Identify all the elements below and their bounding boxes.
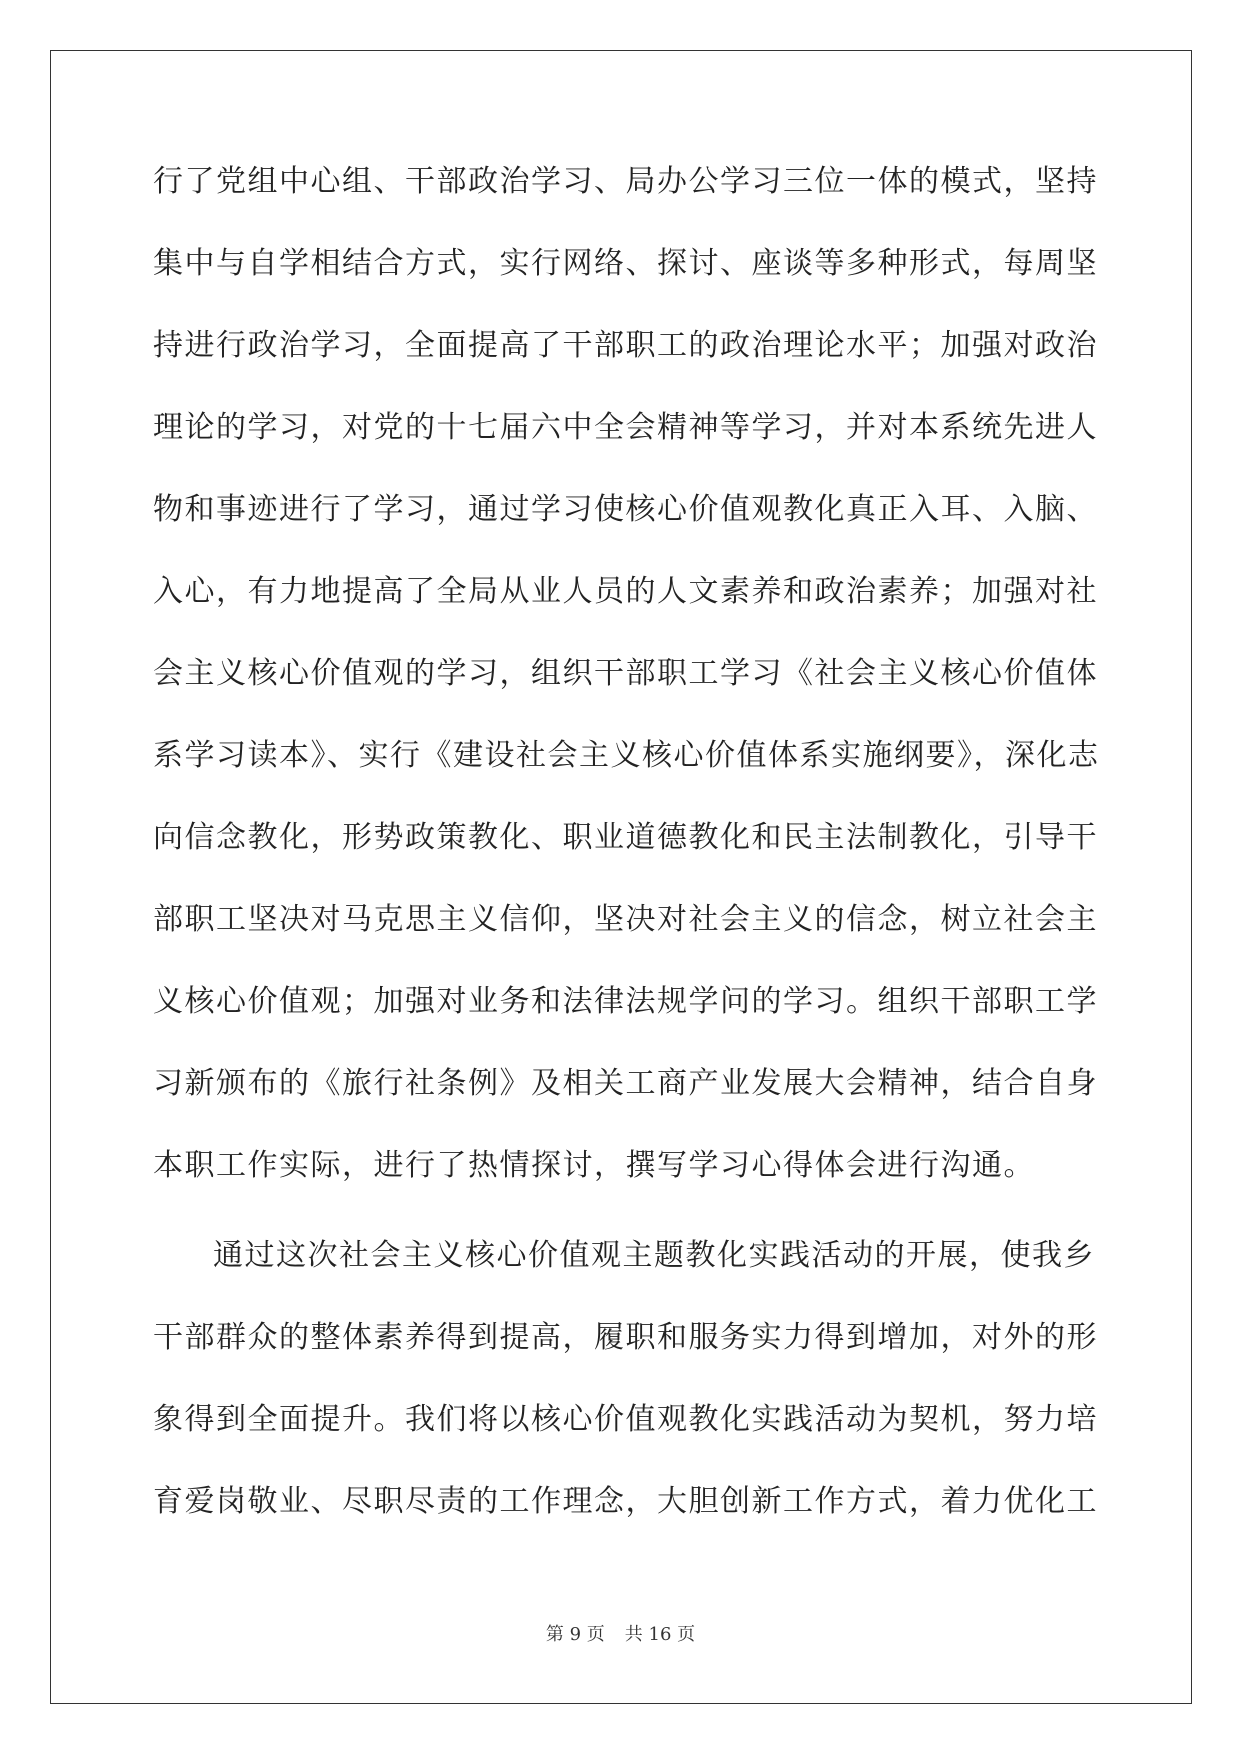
text-line: 向信念教化，形势政策教化、职业道德教化和民主法制教化，引导干 <box>153 820 1098 855</box>
text-line: 会主义核心价值观的学习，组织干部职工学习《社会主义核心价值体 <box>153 656 1098 691</box>
text-line: 入心，有力地提高了全局从业人员的人文素养和政治素养；加强对社 <box>153 574 1098 609</box>
paragraph-1 <box>153 158 1100 1224</box>
text-line: 本职工作实际，进行了热情探讨，撰写学习心得体会进行沟通。 <box>153 1148 1035 1183</box>
text-line: 干部群众的整体素养得到提高，履职和服务实力得到增加，对外的形 <box>153 1320 1098 1355</box>
text-line: 部职工坚决对马克思主义信仰，坚决对社会主义的信念，树立社会主 <box>153 902 1098 937</box>
text-line: 持进行政治学习，全面提高了干部职工的政治理论水平；加强对政治 <box>153 328 1098 363</box>
page-total: 共 16 页 <box>624 1624 696 1645</box>
page-number: 第 9 页 <box>545 1624 605 1645</box>
document-body <box>153 158 1100 1560</box>
paragraph-gap <box>153 1224 1093 1232</box>
text-line: 象得到全面提升。我们将以核心价值观教化实践活动为契机，努力培 <box>153 1402 1098 1437</box>
page-footer <box>0 1620 1241 1646</box>
text-line: 物和事迹进行了学习，通过学习使核心价值观教化真正入耳、入脑、 <box>153 492 1098 527</box>
text-line: 系学习读本》、实行《建设社会主义核心价值体系实施纲要》，深化志 <box>153 738 1100 773</box>
text-line: 通过这次社会主义核心价值观主题教化实践活动的开展，使我乡 <box>213 1238 1095 1273</box>
text-line: 行了党组中心组、干部政治学习、局办公学习三位一体的模式，坚持 <box>153 164 1098 199</box>
text-line: 集中与自学相结合方式，实行网络、探讨、座谈等多种形式，每周坚 <box>153 246 1098 281</box>
text-line: 理论的学习，对党的十七届六中全会精神等学习，并对本系统先进人 <box>153 410 1098 445</box>
text-line: 育爱岗敬业、尽职尽责的工作理念，大胆创新工作方式，着力优化工 <box>153 1484 1098 1519</box>
text-line: 义核心价值观；加强对业务和法律法规学问的学习。组织干部职工学 <box>153 984 1098 1019</box>
paragraph-2 <box>153 1232 1098 1560</box>
text-line: 习新颁布的《旅行社条例》及相关工商产业发展大会精神，结合自身 <box>153 1066 1098 1101</box>
